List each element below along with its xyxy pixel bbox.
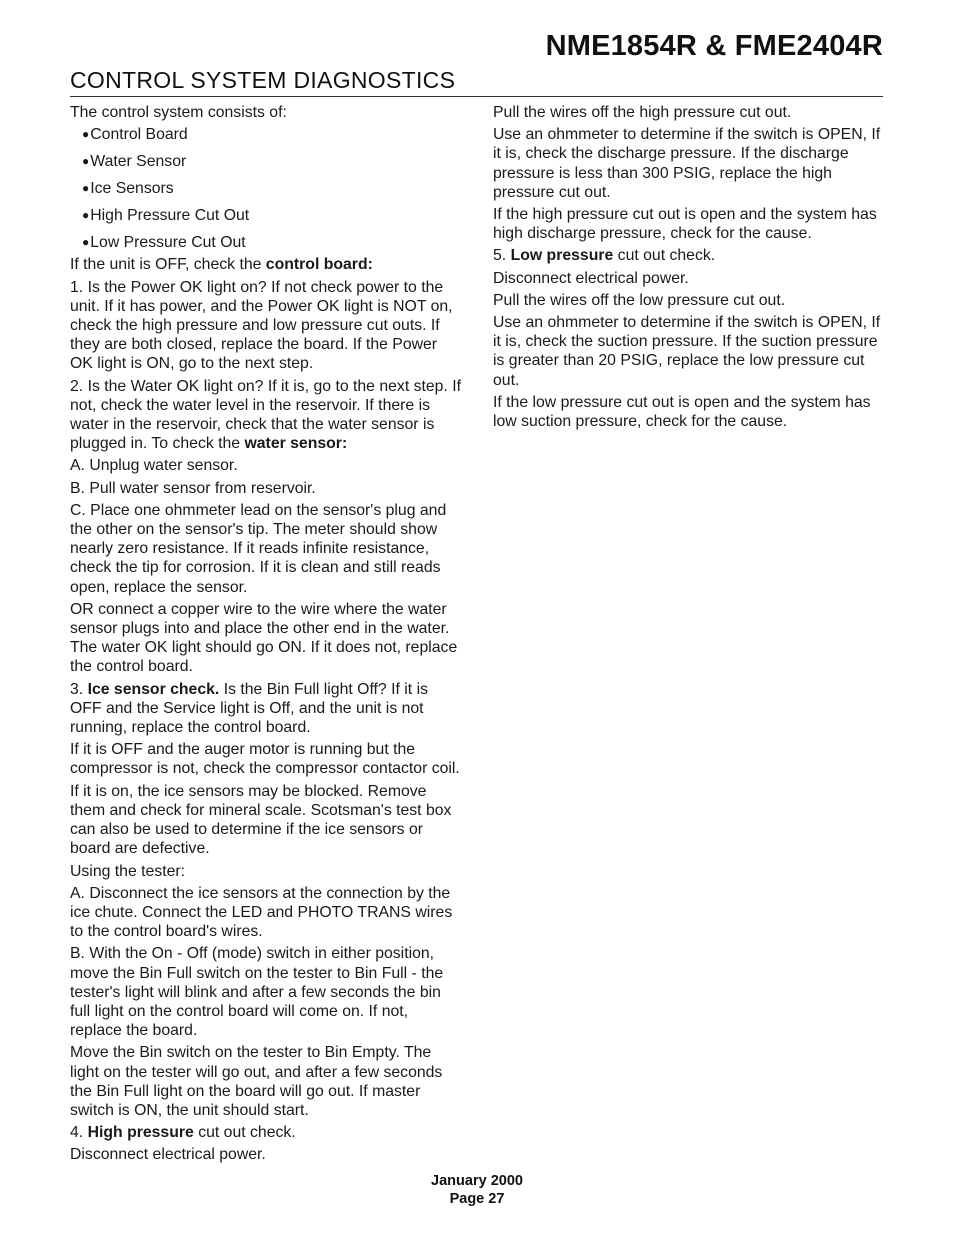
lp-disconnect: Disconnect electrical power. — [493, 269, 689, 287]
step-3: 3. Ice sensor check. Is the Bin Full light Off? If it is OFF and the Service light is Off, and the unit is not running, replace the control board. — [70, 680, 428, 737]
intro-text: The control system consists of: — [70, 104, 287, 121]
hp-ohmmeter: Use an ohmmeter to determine if the switch is OPEN, If it is, check the discharge pressure. If the discharge pressure is less than 300 PSIG, replace the high pressure cut out. — [493, 126, 881, 201]
model-title: NME1854R & FME2404R — [545, 30, 883, 62]
step-2c: C. Place one ohmmeter lead on the sensor's plug and the other on the sensor's tip. The meter should show nearly zero resistance. If it reads infinite resistance, check the tip for corrosion. If it is clean and still reads open, replace the sensor. — [70, 501, 447, 596]
lp-pull-wires: Pull the wires off the low pressure cut out. — [493, 291, 786, 309]
right-column — [493, 103, 885, 434]
step-2b: B. Pull water sensor from reservoir. — [70, 479, 316, 497]
list-item: ●Control Board — [82, 126, 188, 144]
bullet-icon: ● — [82, 154, 90, 169]
list-item: ●Low Pressure Cut Out — [82, 234, 246, 252]
lp-ohmmeter: Use an ohmmeter to determine if the switch is OPEN, If it is, check the suction pressure. If the suction pressure is greater than 20 PSIG, replace the low pressure cut out. — [493, 314, 881, 389]
unit-off-paragraph: If the unit is OFF, check the control board: — [70, 256, 373, 274]
hp-open: If the high pressure cut out is open and the system has high discharge pressure, check for the cause. — [493, 206, 877, 243]
step-3-auger: If it is OFF and the auger motor is running but the compressor is not, check the compressor contactor coil. — [70, 741, 460, 778]
bullet-icon: ● — [82, 208, 90, 223]
list-item: ●High Pressure Cut Out — [82, 207, 250, 225]
bullet-icon: ● — [82, 181, 90, 196]
tester-step-b: B. With the On - Off (mode) switch in either position, move the Bin Full switch on the tester to Bin Full - the tester's light will blink and after a few seconds the bin full light on the control board will come on. If not, replace the board. — [70, 945, 444, 1040]
step-2a: A. Unplug water sensor. — [70, 457, 238, 475]
page-number: Page 27 — [449, 1191, 505, 1207]
hp-pull-wires: Pull the wires off the high pressure cut out. — [493, 104, 792, 121]
bullet-icon: ● — [82, 235, 90, 250]
tester-step-a: A. Disconnect the ice sensors at the connection by the ice chute. Connect the LED and PHOTO TRANS wires to the control board's wires. — [70, 884, 453, 941]
section-title: CONTROL SYSTEM DIAGNOSTICS — [70, 67, 456, 93]
header-divider — [70, 96, 883, 97]
step-4: 4. High pressure cut out check. — [70, 1124, 296, 1142]
list-item: ●Ice Sensors — [82, 180, 174, 198]
list-item: ●Water Sensor — [82, 153, 187, 171]
lp-open: If the low pressure cut out is open and the system has low suction pressure, check for the cause. — [493, 393, 871, 431]
component-list — [70, 125, 462, 253]
tester-bin-empty: Move the Bin switch on the tester to Bin Empty. The light on the tester will go out, and after a few seconds the Bin Full light on the board will go out. If master switch is ON, the unit should start. — [70, 1044, 443, 1119]
footer-date: January 2000 — [431, 1173, 523, 1189]
step-5: 5. Low pressure cut out check. — [493, 247, 716, 265]
step-4-disconnect: Disconnect electrical power. — [70, 1146, 266, 1164]
step-2-alternative: OR connect a copper wire to the wire where the water sensor plugs into and place the other end in the water. The water OK light should go ON. If it does not, replace the control board. — [70, 600, 458, 676]
bullet-icon: ● — [82, 127, 90, 142]
tester-intro: Using the tester: — [70, 862, 186, 880]
step-3-blocked: If it is on, the ice sensors may be blocked. Remove them and check for mineral scale. Scotsman's test box can also be used to determine if the ice sensors or board are defective. — [70, 782, 452, 858]
step-2: 2. Is the Water OK light on? If it is, go to the next step. If not, check the water level in the reservoir. If there is water in the reservoir, check that the water sensor is plugged in. To check the water sensor: — [70, 377, 462, 453]
step-1: 1. Is the Power OK light on? If not check power to the unit. If it has power, and the Power OK light is NOT on, check the high pressure and low pressure cut outs. If they are both closed, replace the board. If the Power OK light is ON, go to the next step. — [70, 278, 453, 373]
left-column — [70, 103, 462, 1168]
